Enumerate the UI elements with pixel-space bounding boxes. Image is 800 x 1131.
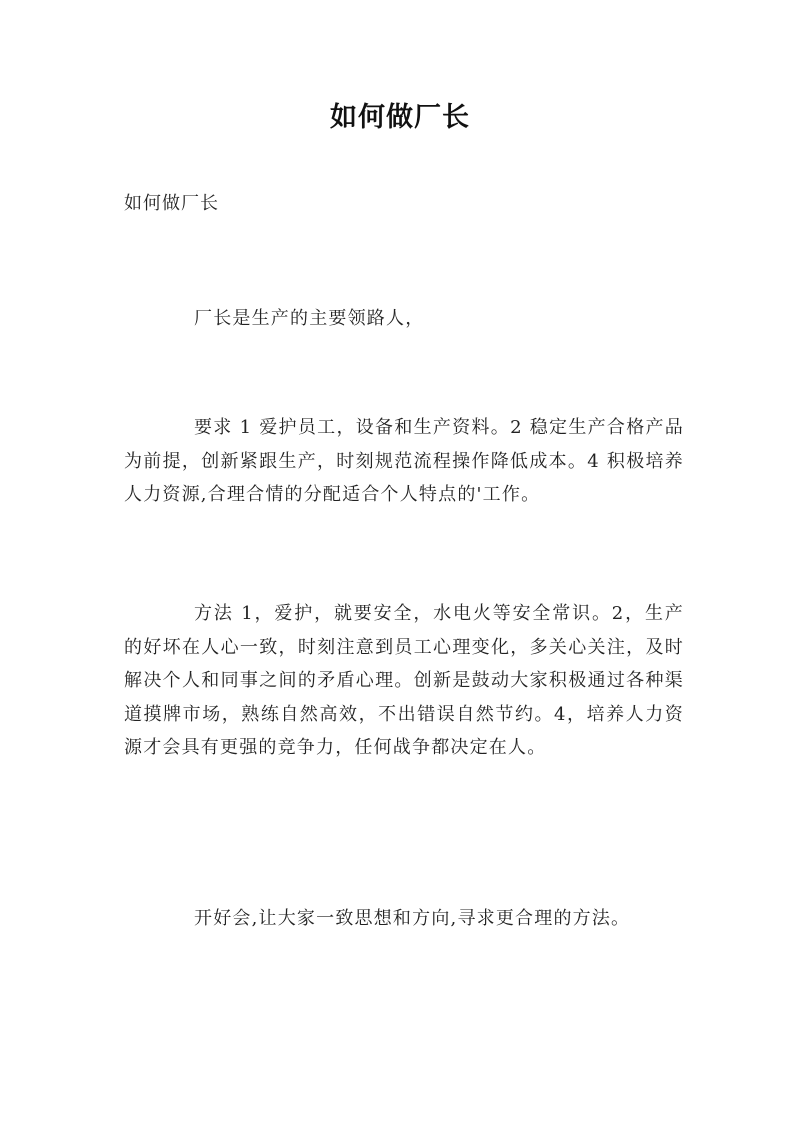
document-subtitle: 如何做厂长 <box>124 193 219 214</box>
paragraph-intro: 厂长是生产的主要领路人， <box>194 308 425 329</box>
paragraph-meetings: 开好会,让大家一致思想和方向,寻求更合理的方法。 <box>194 908 631 929</box>
document-title: 如何做厂长 <box>330 102 470 133</box>
paragraph-methods: 方法 1，爱护，就要安全，水电火等安全常识。2，生产的好坏在人心一致，时刻注意到员工心理变化，多关心关注，及时解决个人和同事之间的矛盾心理。创新是鼓动大家积极通过各种渠道摸牌市场，熟练自然高效，不出错误自然节约。4，培养人力资源才会具有更强的竞争力，任何战争都决定在人。 <box>124 603 684 758</box>
paragraph-requirements: 要求 1 爱护员工，设备和生产资料。2 稳定生产合格产品为前提，创新紧跟生产，时刻规范流程操作降低成本。4 积极培养人力资源,合理合情的分配适合个人特点的'工作。 <box>124 417 684 505</box>
